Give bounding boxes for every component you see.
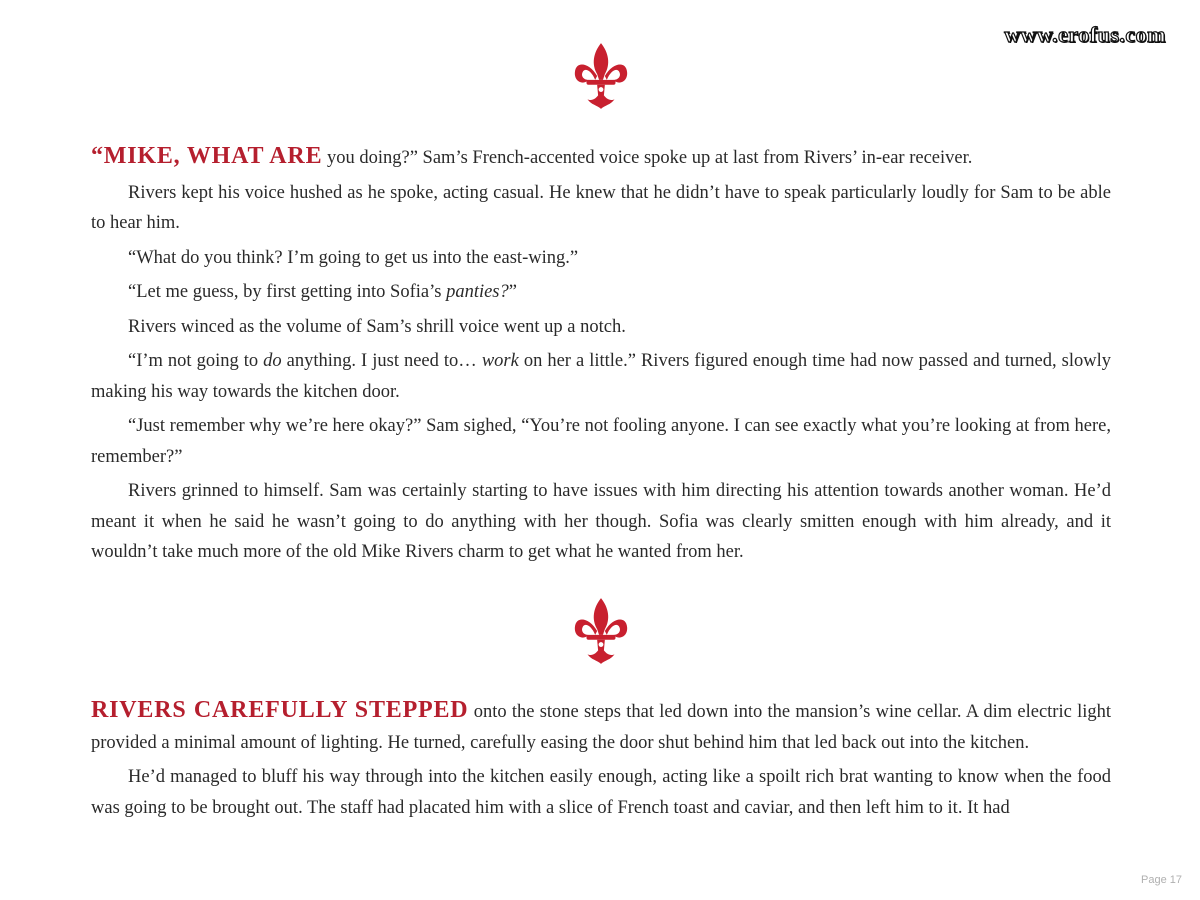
paragraph: Rivers winced as the volume of Sam’s shrill voice went up a notch.: [128, 316, 626, 337]
lead-in: RIVERS CAREFULLY STEPPED: [91, 697, 469, 723]
watermark: www.erofus.com: [1004, 22, 1166, 47]
section-1: [91, 141, 1111, 572]
page-number: Page 17: [1141, 874, 1182, 886]
lead-in: “MIKE, WHAT ARE: [91, 143, 323, 169]
paragraph: “Let me guess, by first getting into Sofia’s panties?”: [128, 282, 517, 302]
paragraph: Rivers grinned to himself. Sam was certainly starting to have issues with him directing his attention towards another woman. He’d meant it when he said he wasn’t going to do anything with her though. Sofia was clearly smitten enough with him already, and it wouldn’t take much more of the old Mike Rivers charm to get what he wanted from her.: [91, 481, 1111, 562]
paragraph: “I’m not going to do anything. I just need to… work on her a little.” Rivers figured enough time had now passed and turned, slowly making his way towards the kitchen door.: [91, 351, 1111, 402]
paragraph: “What do you think? I’m going to get us into the east-wing.”: [128, 247, 579, 268]
fleur-de-lis-icon: [572, 595, 630, 667]
paragraph: He’d managed to bluff his way through into the kitchen easily enough, acting like a spoilt rich brat wanting to know when the food was going to be brought out. The staff had placated him with a slice of French toast and caviar, and then left him to it. It had: [91, 767, 1111, 818]
paragraph: Rivers kept his voice hushed as he spoke, acting casual. He knew that he didn’t have to speak particularly loudly for Sam to be able to hear him.: [91, 182, 1111, 233]
paragraph: “Just remember why we’re here okay?” Sam sighed, “You’re not fooling anyone. I can see exactly what you’re looking at from here, remember?”: [91, 416, 1111, 467]
fleur-de-lis-icon: [572, 40, 630, 112]
section-2: [91, 695, 1111, 827]
paragraph: “MIKE, WHAT ARE you doing?” Sam’s French-accented voice spoke up at last from Rivers’ in-ear receiver.: [91, 143, 973, 169]
paragraph: RIVERS CAREFULLY STEPPED onto the stone steps that led down into the mansion’s wine cellar. A dim electric light provided a minimal amount of lighting. He turned, carefully easing the door shut behind him that led back out into the kitchen.: [91, 697, 1111, 753]
